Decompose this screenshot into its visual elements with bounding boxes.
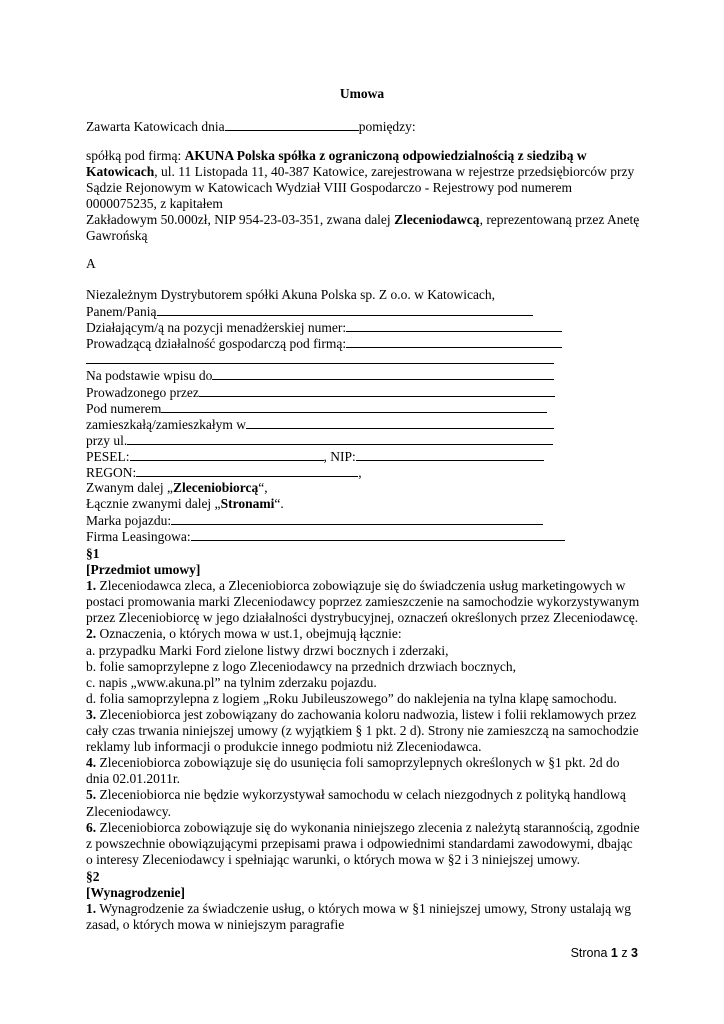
clause-text: zasad, o których mowa w niniejszym paragrafie xyxy=(86,917,345,933)
clause-number: 2. xyxy=(86,626,97,642)
page-of: z xyxy=(617,946,632,960)
company-name: AKUNA Polska spółka z ograniczoną odpowiedzialnością z siedzibą w xyxy=(184,148,587,163)
registry-authority-blank[interactable] xyxy=(199,384,555,397)
document-title: Umowa xyxy=(339,86,385,101)
page-number: 1 xyxy=(610,946,618,960)
distributor-intro: Niezależnym Dystrybutorem spółki Akuna Polska sp. Z o.o. w Katowicach, xyxy=(86,287,496,302)
clause-number: 1. xyxy=(86,578,97,594)
parties-alias-suffix: “. xyxy=(274,496,284,512)
page-total: 3 xyxy=(631,946,638,960)
list-item: c. napis „www.akuna.pl” na tylnim zderzaku pojazdu. xyxy=(86,674,377,690)
company-address: , ul. 11 Listopada 11, 40-387 Katowice, zarejestrowana w rejestrze przedsiębiorców przy xyxy=(154,164,635,180)
section-1 xyxy=(86,546,646,868)
contractor-alias-prefix: Zwanym dalej „ xyxy=(86,480,173,496)
clause-text: Zleceniobiorca nie będzie wykorzystywał samochodu w celach niezgodnych z polityką handlową xyxy=(96,787,626,803)
company-city: Katowicach xyxy=(86,164,155,180)
clause-text: Zleceniodawcy. xyxy=(86,803,171,819)
clause-number: 4. xyxy=(86,755,97,771)
registry-blank[interactable] xyxy=(212,367,554,380)
clause-number: 3. xyxy=(86,706,97,722)
company-role: Zleceniodawcą xyxy=(394,212,480,228)
clause-text: postaci promowania marki Zleceniodawcy poprzez zamieszczenie na samochodzie wykorzystywanym xyxy=(86,594,640,610)
clause-text: o interesy Zleceniodawcy i spełniając warunki, o których mowa w §2 i 3 niniejszej umowy. xyxy=(86,851,580,867)
company-court: Sądzie Rejonowym w Katowicach Wydział VIII Gospodarczo - Rejestrowy pod numerem xyxy=(86,180,573,196)
registry-number-blank[interactable] xyxy=(161,400,547,413)
contractor-alias: Zleceniobiorcą xyxy=(172,480,259,496)
clause-text: Zleceniodawca zleca, a Zleceniobiorca zobowiązuje się do świadczenia usług marketingowych w xyxy=(96,578,626,594)
intro-prefix: Zawarta Katowicach dnia xyxy=(86,119,225,134)
regon-blank[interactable] xyxy=(136,464,358,477)
clause-text: Zleceniobiorca zobowiązuje się do wykonania niniejszego zlecenia z należytą starannością, zgodnie xyxy=(96,819,640,835)
street-label: przy ul. xyxy=(86,432,128,448)
vehicle-brand-label: Marka pojazdu: xyxy=(86,513,172,529)
regon-label: REGON: xyxy=(86,465,137,481)
intro-suffix: pomiędzy: xyxy=(358,119,416,134)
pesel-blank[interactable] xyxy=(130,448,324,461)
business-name-blank[interactable] xyxy=(346,335,562,348)
nip-blank[interactable] xyxy=(356,448,544,461)
parties-alias: Stronami xyxy=(220,496,275,512)
clause-text: Oznaczenia, o których mowa w ust.1, obejmują łącznie: xyxy=(96,626,402,642)
clause-text: Zleceniobiorca zobowiązuje się do usunięcia foli samoprzylepnych określonych w §1 pkt. 2d do xyxy=(96,755,620,771)
list-item: b. folie samoprzylepne z logo Zleceniodawcy na przednich drzwiach bocznych, xyxy=(86,658,516,674)
clause-number: 5. xyxy=(86,787,97,803)
section-2 xyxy=(86,869,646,933)
leasing-company-blank[interactable] xyxy=(191,528,565,541)
section-1-heading: [Przedmiot umowy] xyxy=(86,562,201,578)
date-blank[interactable] xyxy=(225,118,359,131)
street-blank[interactable] xyxy=(127,432,553,445)
company-representative: , reprezentowaną przez Anetę xyxy=(479,212,640,228)
manager-number-label: Działającym/ą na pozycji menadżerskiej numer: xyxy=(86,320,347,336)
registry-number-label: Pod numerem xyxy=(86,400,162,416)
intro-line xyxy=(86,118,646,134)
company-representative-name: Gawrońską xyxy=(86,228,148,244)
list-item: d. folia samoprzylepna z logiem „Roku Jubileuszowego” do naklejenia na tylna klapę samochodu. xyxy=(86,690,617,706)
clause-text: z powszechnie obowiązującymi przepisami prawa i odpowiednimi standardami zawodowymi, dbając xyxy=(86,835,633,851)
clause-text: reklamy lub informacji o produkcie innego podmiotu niż Zleceniodawca. xyxy=(86,739,482,755)
name-blank[interactable] xyxy=(157,303,533,316)
company-krs: 0000075235, z kapitałem xyxy=(86,196,223,212)
clause-number: 1. xyxy=(86,901,97,917)
clause-text: cały czas trwania niniejszej umowy (z wyjątkiem § 1 pkt. 2 d). Strony nie zamieszczą na samochodzie xyxy=(86,723,639,739)
regon-comma: , xyxy=(358,465,362,481)
clause-number: 6. xyxy=(86,819,97,835)
clause-text: Wynagrodzenie za świadczenie usług, o których mowa w §1 niniejszej umowy, Strony ustalają wg xyxy=(96,901,632,917)
clause-text: dnia 02.01.2011r. xyxy=(86,771,180,787)
residence-label: zamieszkałą/zamieszkałym w xyxy=(86,416,247,432)
company-capital: Zakładowym 50.000zł, NIP 954-23-03-351, zwana dalej xyxy=(86,212,395,228)
residence-blank[interactable] xyxy=(246,416,554,429)
business-name-blank-2[interactable] xyxy=(86,351,554,364)
conjunction xyxy=(86,256,646,272)
company-text: spółką pod firmą: xyxy=(86,148,185,163)
registry-label: Na podstawie wpisu do xyxy=(86,368,213,384)
distributor-party xyxy=(86,287,646,545)
clause-text: Zleceniobiorca jest zobowiązany do zachowania koloru nadwozia, listew i folii reklamowych przez xyxy=(96,706,637,722)
list-item: a. przypadku Marki Ford zielone listwy drzwi bocznych i zderzaki, xyxy=(86,642,449,658)
pesel-label: PESEL: xyxy=(86,448,130,464)
business-name-label: Prowadzącą działalność gospodarczą pod firmą: xyxy=(86,336,347,352)
name-label: Panem/Panią xyxy=(86,304,157,320)
vehicle-brand-blank[interactable] xyxy=(171,512,543,525)
company-party xyxy=(86,148,646,245)
page-word: Strona xyxy=(570,946,611,960)
section-2-heading: [Wynagrodzenie] xyxy=(86,885,185,901)
nip-label: , NIP: xyxy=(323,448,356,464)
contractor-alias-suffix: “, xyxy=(258,480,268,496)
leasing-company-label: Firma Leasingowa: xyxy=(86,529,191,545)
section-2-number: §2 xyxy=(86,869,100,884)
section-1-number: §1 xyxy=(86,546,100,561)
manager-number-blank[interactable] xyxy=(346,319,562,332)
conjunction-text: A xyxy=(86,256,96,271)
clause-text: przez Zleceniobiorcę w jego działalności dystrybucyjnej, oznaczeń określonych przez Zleceniodawcę. xyxy=(86,610,639,626)
parties-alias-prefix: Łącznie zwanymi dalej „ xyxy=(86,496,221,512)
registry-authority-label: Prowadzonego przez xyxy=(86,384,199,400)
page-footer xyxy=(571,946,638,960)
